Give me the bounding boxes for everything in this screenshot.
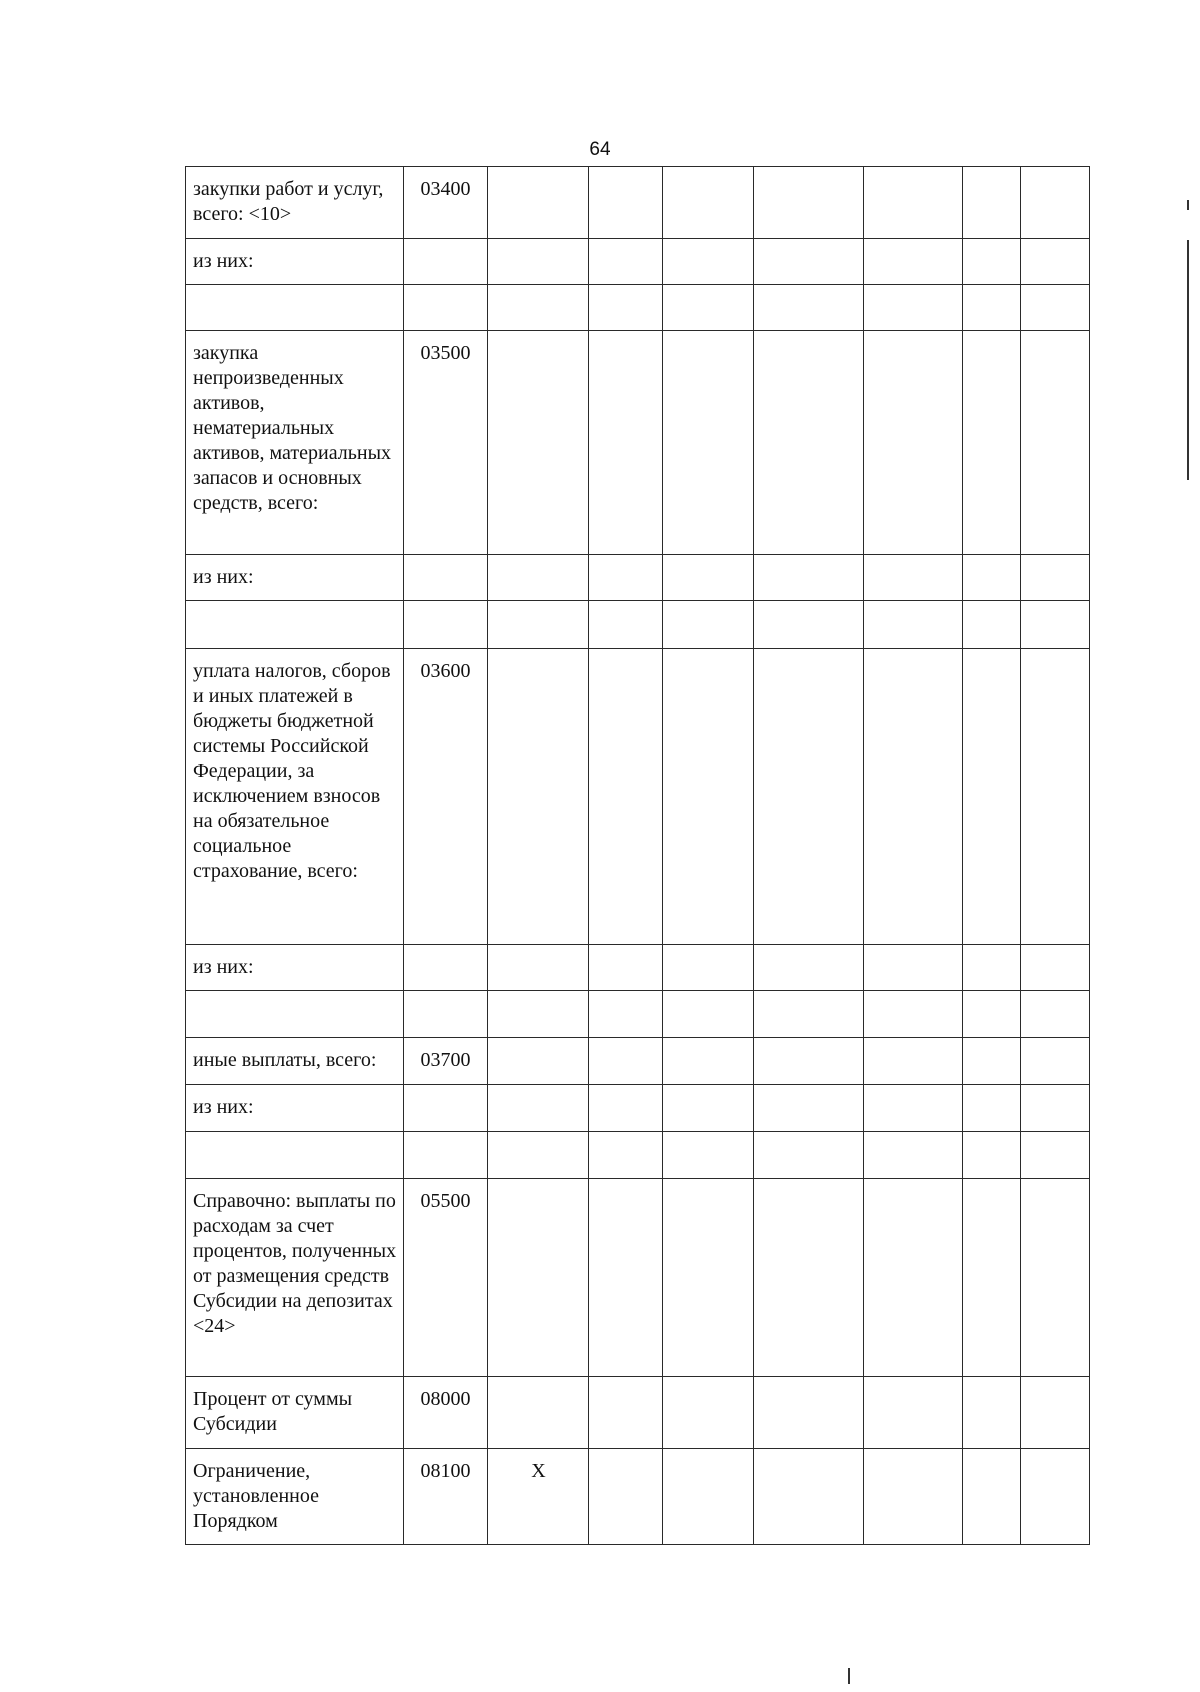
value-cell: [864, 649, 963, 945]
row-label: [186, 601, 404, 649]
value-cell: [754, 991, 864, 1038]
value-cell: [1021, 649, 1090, 945]
row-code: [404, 991, 488, 1038]
value-cell: [488, 239, 589, 285]
row-label: из них:: [186, 945, 404, 991]
value-cell: [864, 1132, 963, 1179]
row-code: [404, 285, 488, 331]
value-cell: [589, 1377, 663, 1449]
value-cell: [754, 1038, 864, 1085]
value-cell: [754, 1377, 864, 1449]
value-cell: [963, 945, 1021, 991]
value-cell: [589, 1132, 663, 1179]
value-cell: [963, 1449, 1021, 1545]
value-cell: [963, 601, 1021, 649]
value-cell: [663, 239, 754, 285]
value-cell: [754, 601, 864, 649]
value-cell: [754, 945, 864, 991]
row-code: [404, 1132, 488, 1179]
value-cell: [663, 331, 754, 555]
row-label: Процент от суммы Субсидии: [186, 1377, 404, 1449]
value-cell: [864, 285, 963, 331]
value-cell: [589, 1038, 663, 1085]
value-cell: [754, 555, 864, 601]
value-cell: [963, 1132, 1021, 1179]
value-cell: [754, 167, 864, 239]
value-cell: [663, 649, 754, 945]
value-cell: [663, 1377, 754, 1449]
scan-edge-mark: [1187, 240, 1189, 480]
value-cell: [589, 167, 663, 239]
value-cell: [864, 991, 963, 1038]
row-label: закупка непроизведенных активов, нематериальных активов, материальных запасов и основных средств, всего:: [186, 331, 404, 555]
table-row: [186, 945, 1090, 991]
row-code: 03400: [404, 167, 488, 239]
value-cell: [488, 945, 589, 991]
value-cell: [488, 1377, 589, 1449]
value-cell: [663, 285, 754, 331]
value-cell: [1021, 285, 1090, 331]
value-cell: [488, 1132, 589, 1179]
table-row: [186, 601, 1090, 649]
value-cell: [589, 331, 663, 555]
row-label: [186, 285, 404, 331]
value-cell: [589, 555, 663, 601]
value-cell: [864, 601, 963, 649]
value-cell: [488, 991, 589, 1038]
value-cell: [864, 167, 963, 239]
row-code: 08000: [404, 1377, 488, 1449]
value-cell: [589, 1085, 663, 1132]
table-row: [186, 1449, 1090, 1545]
value-cell: [1021, 1085, 1090, 1132]
row-label: из них:: [186, 1085, 404, 1132]
value-cell: [488, 555, 589, 601]
value-cell: [663, 1132, 754, 1179]
value-cell: [754, 1179, 864, 1377]
report-table: [185, 166, 1090, 1545]
table-row: [186, 239, 1090, 285]
table-row: [186, 1132, 1090, 1179]
value-cell: [963, 649, 1021, 945]
value-cell: [1021, 167, 1090, 239]
table-row: [186, 1085, 1090, 1132]
value-cell: [1021, 945, 1090, 991]
value-cell: [864, 1179, 963, 1377]
table-row: [186, 1179, 1090, 1377]
value-cell: [663, 167, 754, 239]
row-code: 05500: [404, 1179, 488, 1377]
table-row: [186, 1377, 1090, 1449]
value-cell: [963, 239, 1021, 285]
value-cell: [1021, 601, 1090, 649]
value-cell: [589, 1179, 663, 1377]
value-cell: [663, 991, 754, 1038]
value-cell: [663, 1179, 754, 1377]
row-code: [404, 601, 488, 649]
value-cell: [488, 601, 589, 649]
value-cell: [589, 1449, 663, 1545]
value-cell: [864, 331, 963, 555]
value-cell: [663, 945, 754, 991]
row-label: [186, 991, 404, 1038]
value-cell: [589, 285, 663, 331]
table-row: [186, 649, 1090, 945]
value-cell: [754, 1132, 864, 1179]
value-cell: [864, 1085, 963, 1132]
row-label: закупки работ и услуг, всего: <10>: [186, 167, 404, 239]
table-row: [186, 1038, 1090, 1085]
value-cell: [589, 649, 663, 945]
value-cell: [864, 555, 963, 601]
value-cell: [864, 1377, 963, 1449]
value-cell: [1021, 1449, 1090, 1545]
row-code: [404, 239, 488, 285]
row-code: [404, 1085, 488, 1132]
value-cell: [488, 331, 589, 555]
value-cell: X: [488, 1449, 589, 1545]
value-cell: [663, 1085, 754, 1132]
value-cell: [963, 555, 1021, 601]
table-row: [186, 991, 1090, 1038]
row-label: из них:: [186, 555, 404, 601]
value-cell: [754, 1085, 864, 1132]
value-cell: [488, 285, 589, 331]
row-code: [404, 945, 488, 991]
value-cell: [754, 285, 864, 331]
row-label: Справочно: выплаты по расходам за счет процентов, полученных от размещения средств Субсидии на депозитах <24>: [186, 1179, 404, 1377]
value-cell: [1021, 239, 1090, 285]
value-cell: [864, 945, 963, 991]
value-cell: [663, 1449, 754, 1545]
value-cell: [754, 239, 864, 285]
row-code: 03500: [404, 331, 488, 555]
value-cell: [589, 945, 663, 991]
value-cell: [754, 331, 864, 555]
value-cell: [589, 991, 663, 1038]
value-cell: [1021, 1179, 1090, 1377]
table-row: [186, 285, 1090, 331]
value-cell: [488, 167, 589, 239]
value-cell: [963, 285, 1021, 331]
row-code: 03700: [404, 1038, 488, 1085]
value-cell: [1021, 1132, 1090, 1179]
value-cell: [488, 1038, 589, 1085]
value-cell: [963, 167, 1021, 239]
table-row: [186, 167, 1090, 239]
row-label: уплата налогов, сборов и иных платежей в бюджеты бюджетной системы Российской Федерации, за исключением взносов на обязательное социальное страхование, всего:: [186, 649, 404, 945]
value-cell: [663, 1038, 754, 1085]
value-cell: [488, 649, 589, 945]
value-cell: [754, 649, 864, 945]
value-cell: [1021, 331, 1090, 555]
value-cell: [864, 239, 963, 285]
table-row: [186, 555, 1090, 601]
value-cell: [963, 1179, 1021, 1377]
value-cell: [1021, 1377, 1090, 1449]
value-cell: [663, 601, 754, 649]
value-cell: [1021, 1038, 1090, 1085]
value-cell: [1021, 555, 1090, 601]
value-cell: [663, 555, 754, 601]
value-cell: [963, 1377, 1021, 1449]
value-cell: [864, 1038, 963, 1085]
value-cell: [488, 1085, 589, 1132]
row-code: 08100: [404, 1449, 488, 1545]
table-row: [186, 331, 1090, 555]
value-cell: [488, 1179, 589, 1377]
value-cell: [754, 1449, 864, 1545]
value-cell: [589, 239, 663, 285]
row-label: Ограничение, установленное Порядком: [186, 1449, 404, 1545]
value-cell: [963, 1085, 1021, 1132]
row-code: [404, 555, 488, 601]
scan-edge-mark: [1187, 200, 1189, 210]
row-code: 03600: [404, 649, 488, 945]
value-cell: [963, 331, 1021, 555]
value-cell: [864, 1449, 963, 1545]
value-cell: [963, 991, 1021, 1038]
value-cell: [963, 1038, 1021, 1085]
row-label: иные выплаты, всего:: [186, 1038, 404, 1085]
scan-edge-mark: [848, 1668, 850, 1684]
page-number: 64: [589, 139, 611, 160]
value-cell: [589, 601, 663, 649]
row-label: из них:: [186, 239, 404, 285]
row-label: [186, 1132, 404, 1179]
value-cell: [1021, 991, 1090, 1038]
